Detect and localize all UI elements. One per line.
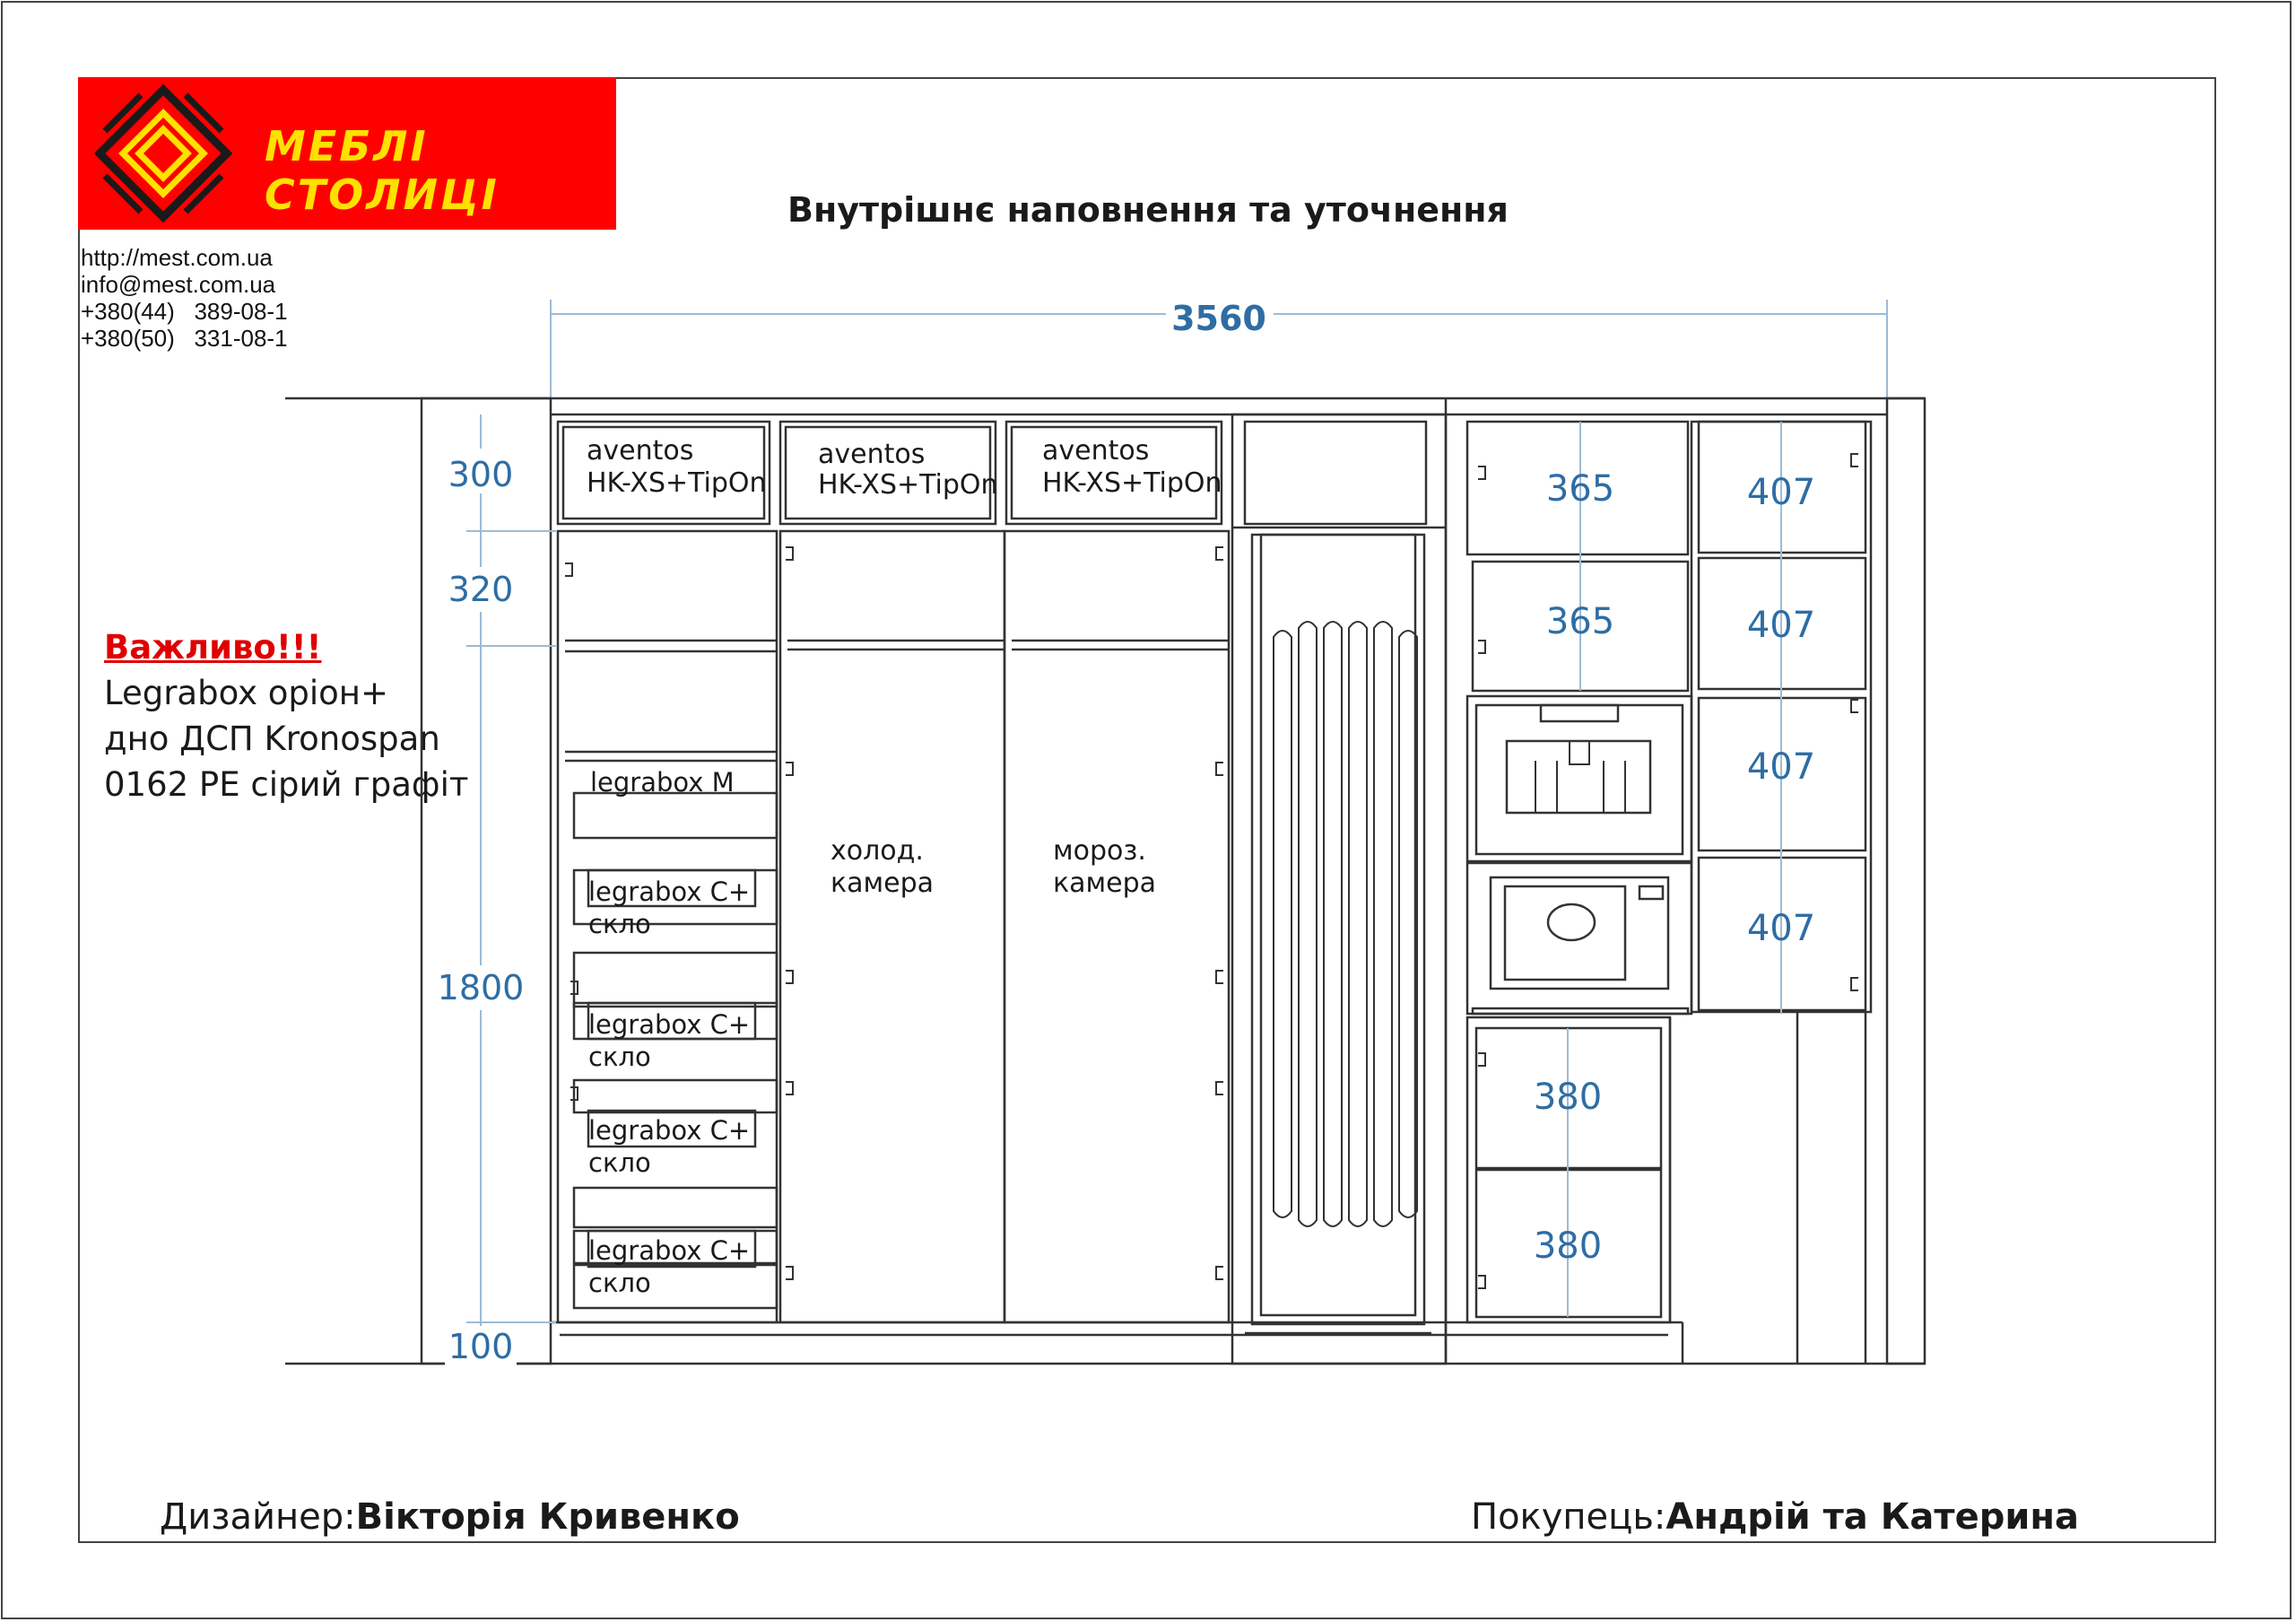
total-width-value: 3560 [1171,299,1266,338]
dimension-label: 320 [448,570,514,609]
dimension-label: 380 [1533,1077,1603,1118]
glass-label: скло [588,1268,651,1298]
glass-label: скло [588,909,651,939]
dimension-label: 407 [1746,605,1816,646]
email-link[interactable]: info@mest.com.ua [81,271,276,298]
brand-name: МЕБЛІ СТОЛИЦІ [265,122,500,219]
designer-credit [160,1496,740,1538]
designer-label: Дизайнер: [160,1496,356,1538]
freezer-label: мороз. [1053,835,1146,867]
glass-label: скло [588,1042,651,1072]
coffee-machine [1535,741,1625,813]
aventos-label: aventos [1042,435,1150,467]
website-link[interactable]: http://mest.com.ua [81,244,273,271]
ventilation-grille [1274,622,1417,1226]
legrabox-label: legrabox C+ [588,1009,751,1040]
phone-1: +380(44) 389-08-1 [81,298,288,325]
fridge-label: камера [831,868,935,899]
aventos-label: HK-XS+TipOn [1042,467,1222,499]
dimension-label: 380 [1533,1225,1603,1267]
dimension-label: 300 [448,455,514,494]
notice-line: Legrabox оріон+ [104,674,388,712]
customer-credit [1471,1496,2079,1538]
legrabox-label: legrabox C+ [588,876,751,907]
aventos-label: HK-XS+TipOn [587,467,767,499]
aventos-label: aventos [818,439,926,470]
aventos-label: HK-XS+TipOn [818,469,998,501]
glass-label: скло [588,1147,651,1178]
customer-label: Покупець: [1470,1496,1666,1538]
notice-heading: Важливо!!! [104,628,322,667]
dimension-label: 407 [1746,746,1816,788]
legrabox-label: legrabox M [590,767,735,798]
notice-line: дно ДСП Kronospan [104,719,440,758]
dimension-label: 407 [1746,472,1816,513]
aventos-label: aventos [587,435,694,467]
freezer-label: камера [1053,868,1157,899]
dimension-label: 100 [448,1327,514,1366]
designer-name: Вікторія Кривенко [355,1496,740,1538]
dimension-label: 365 [1545,601,1615,642]
customer-name: Андрій та Катерина [1665,1496,2079,1538]
page-title: Внутрішнє наповнення та уточнення [787,190,1509,230]
dimension-label: 407 [1746,908,1816,949]
phone-2: +380(50) 331-08-1 [81,325,288,352]
legrabox-label: legrabox C+ [588,1115,751,1146]
dimension-label: 365 [1545,468,1615,510]
dimension-label: 1800 [437,968,525,1007]
legrabox-label: legrabox C+ [588,1235,751,1266]
notice-line: 0162 PE сірий графіт [104,765,469,804]
fridge-label: холод. [831,835,924,867]
